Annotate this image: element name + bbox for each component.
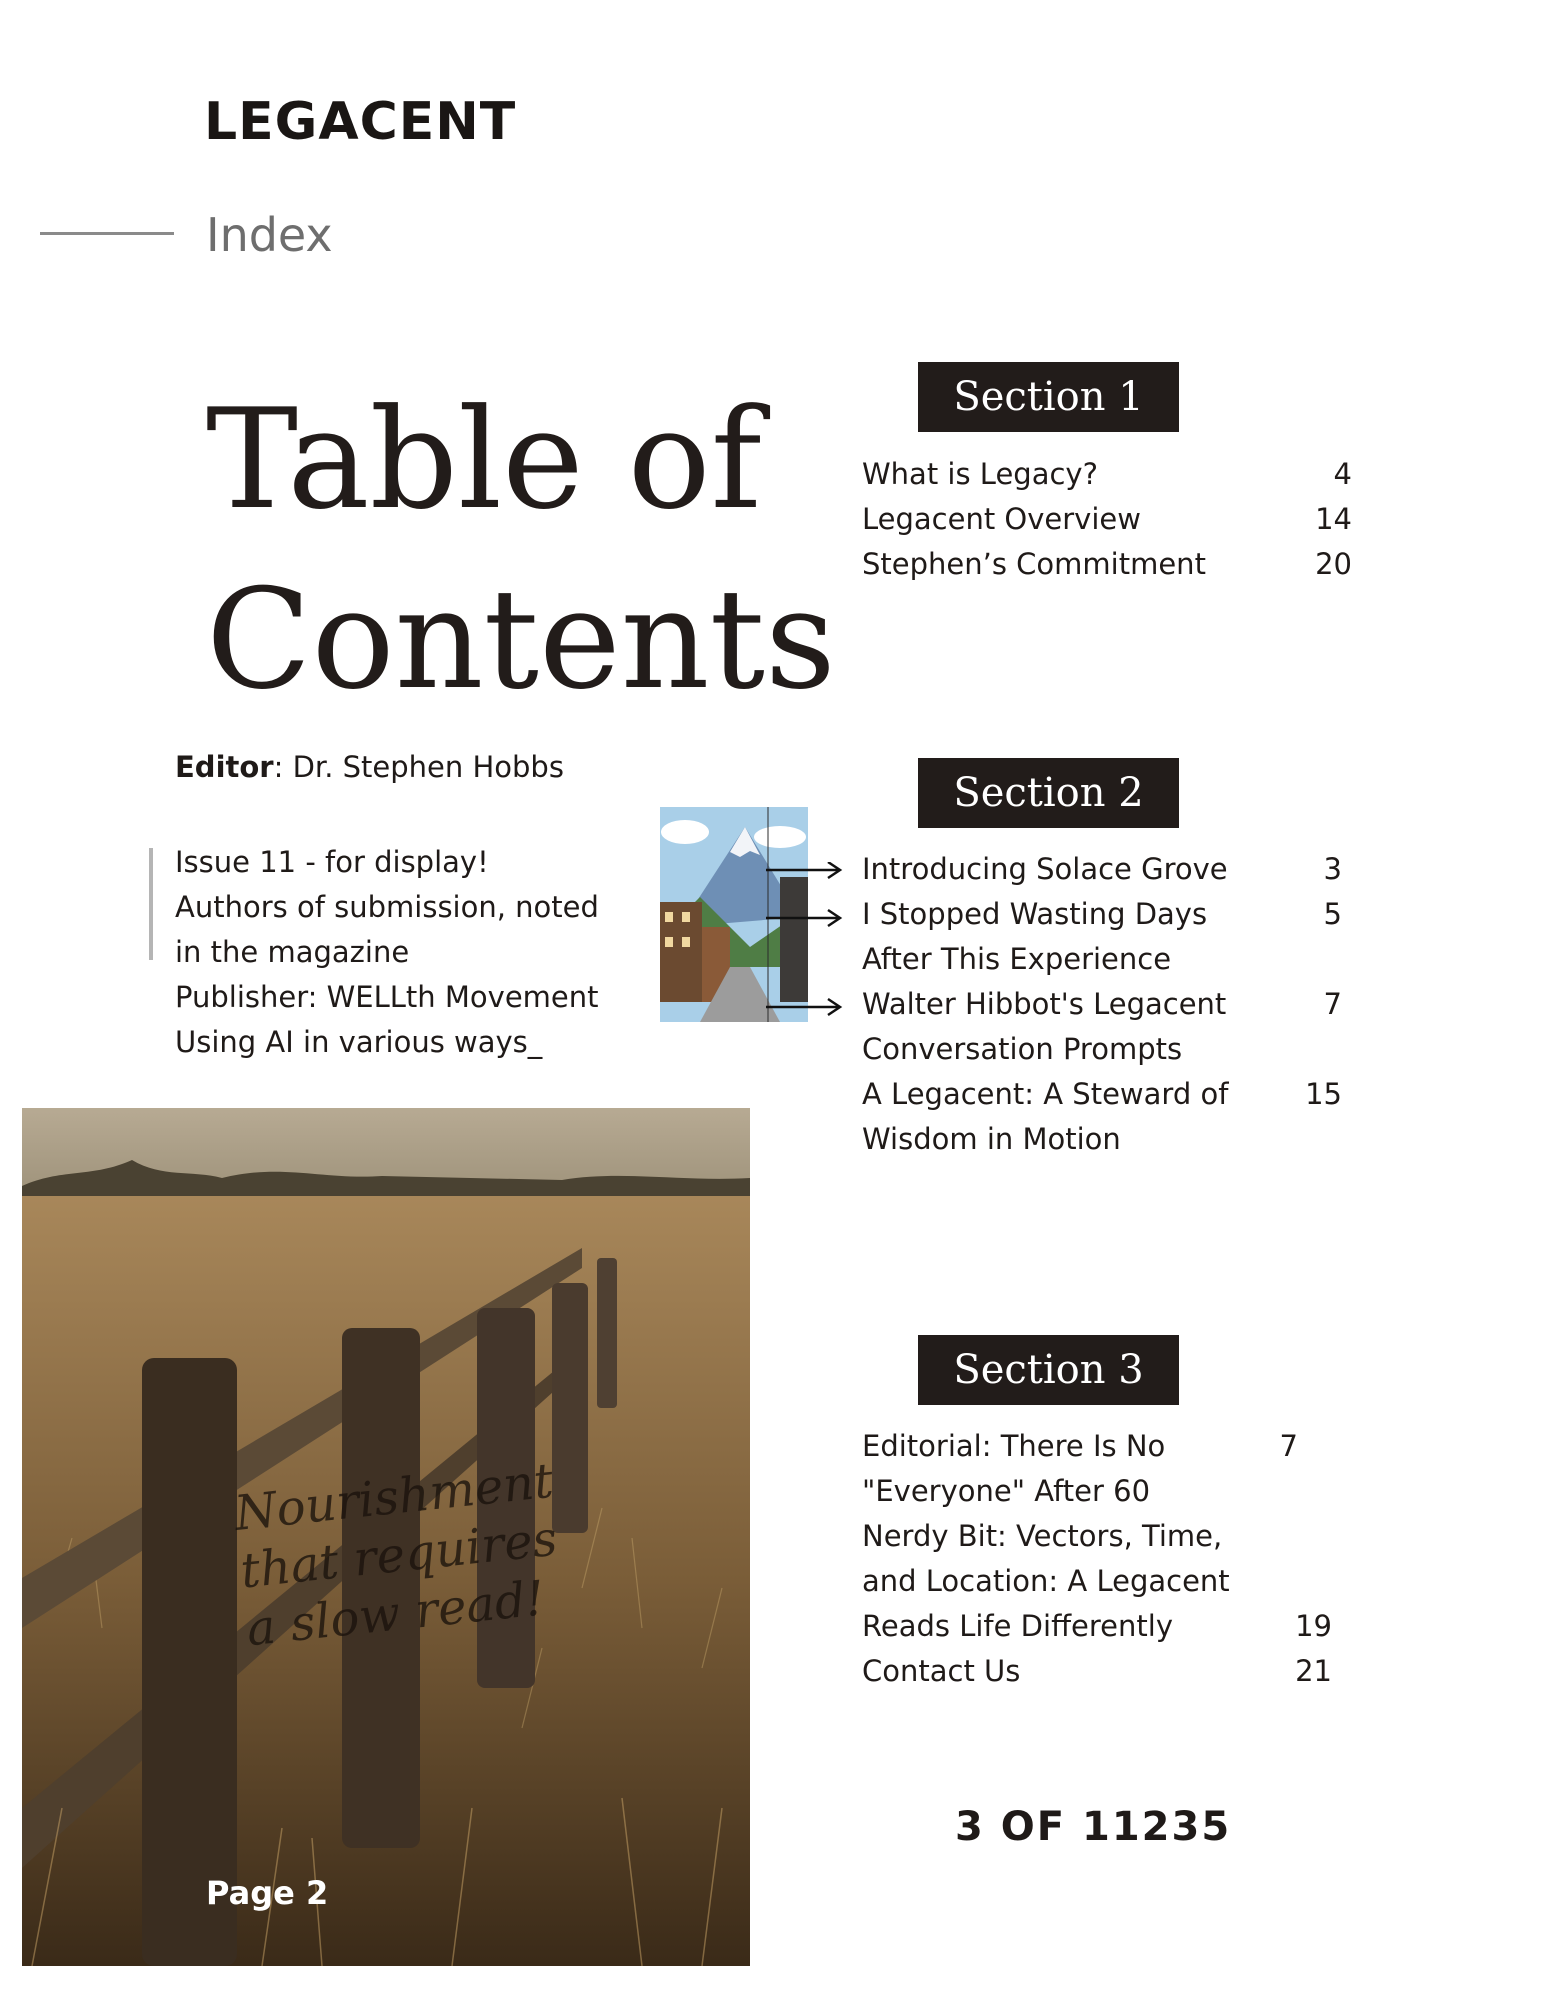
section-2-badge: Section 2 <box>918 758 1179 828</box>
issue-quote-bar <box>149 848 153 960</box>
issue-line: Issue 11 - for display! <box>175 845 489 879</box>
toc-entry-page: 21 <box>1295 1654 1332 1688</box>
toc-entry-title: Walter Hibbot's Legacent Conversation Prompts <box>862 987 1227 1066</box>
toc-entry[interactable] <box>862 847 1342 892</box>
issue-line: Publisher: WELLth Movement <box>175 980 599 1014</box>
toc-entry[interactable] <box>862 892 1342 982</box>
issue-line: Authors of submission, noted <box>175 890 599 924</box>
toc-entry[interactable] <box>862 1424 1332 1514</box>
toc-entry-page: 15 <box>1305 1077 1342 1111</box>
toc-entry-page: 20 <box>1315 547 1352 581</box>
toc-entry-title: Stephen’s Commitment <box>862 547 1206 581</box>
toc-entry-title: Editorial: There Is No "Everyone" After 60 <box>862 1429 1166 1508</box>
issue-line: in the magazine <box>175 935 410 969</box>
toc-entry-title: Contact Us <box>862 1654 1021 1688</box>
index-label: Index <box>206 208 333 262</box>
page-title-line-1: Table of <box>206 379 762 540</box>
arrow-connectors <box>760 862 870 1032</box>
toc-entry-title: Nerdy Bit: Vectors, Time, and Location: A Legacent Reads Life Differently <box>862 1519 1230 1643</box>
section-3-badge: Section 3 <box>918 1335 1179 1405</box>
toc-entry[interactable] <box>862 982 1342 1072</box>
brand-logo: LEGACENT <box>204 92 517 152</box>
editor-name: : Dr. Stephen Hobbs <box>273 750 564 784</box>
toc-entry-title: What is Legacy? <box>862 457 1098 491</box>
section-1-badge: Section 1 <box>918 362 1179 432</box>
toc-entry-page: 19 <box>1295 1609 1332 1643</box>
issue-info <box>175 840 599 1065</box>
page-title-line-2: Contents <box>206 559 836 720</box>
toc-entry-title: Legacent Overview <box>862 502 1141 536</box>
toc-entry-page: 3 <box>1323 852 1342 886</box>
editor-label: Editor <box>175 750 274 784</box>
section-1-entries <box>862 452 1352 587</box>
toc-entry[interactable] <box>862 452 1352 497</box>
editor-credit <box>175 750 564 784</box>
arrow-right-icon <box>766 862 840 878</box>
page-2-label: Page 2 <box>206 1874 329 1912</box>
toc-entry-title: I Stopped Wasting Days After This Experience <box>862 897 1208 976</box>
toc-entry[interactable] <box>862 1072 1342 1162</box>
issue-line: Using AI in various ways_ <box>175 1025 543 1059</box>
page-count: 3 OF 11235 <box>955 1804 1232 1850</box>
toc-entry-page: 7 <box>1279 1429 1298 1463</box>
toc-entry[interactable] <box>862 1514 1332 1649</box>
toc-entry[interactable] <box>862 497 1352 542</box>
section-2-entries <box>862 847 1342 1162</box>
section-3-entries <box>862 1424 1332 1694</box>
toc-entry-title: A Legacent: A Steward of Wisdom in Motion <box>862 1077 1229 1156</box>
toc-entry-page: 14 <box>1315 502 1352 536</box>
index-divider <box>40 232 174 235</box>
toc-entry-page: 7 <box>1323 987 1342 1021</box>
toc-entry-page: 4 <box>1333 457 1352 491</box>
arrow-right-icon <box>766 910 840 926</box>
toc-entry-title: Introducing Solace Grove <box>862 852 1228 886</box>
toc-entry[interactable] <box>862 1649 1332 1694</box>
toc-entry[interactable] <box>862 542 1352 587</box>
script-overlay-text: Nourishment that requires a slow read! <box>231 1452 560 1658</box>
page-title <box>206 370 836 730</box>
toc-entry-page: 5 <box>1323 897 1342 931</box>
arrow-right-icon <box>766 999 840 1015</box>
